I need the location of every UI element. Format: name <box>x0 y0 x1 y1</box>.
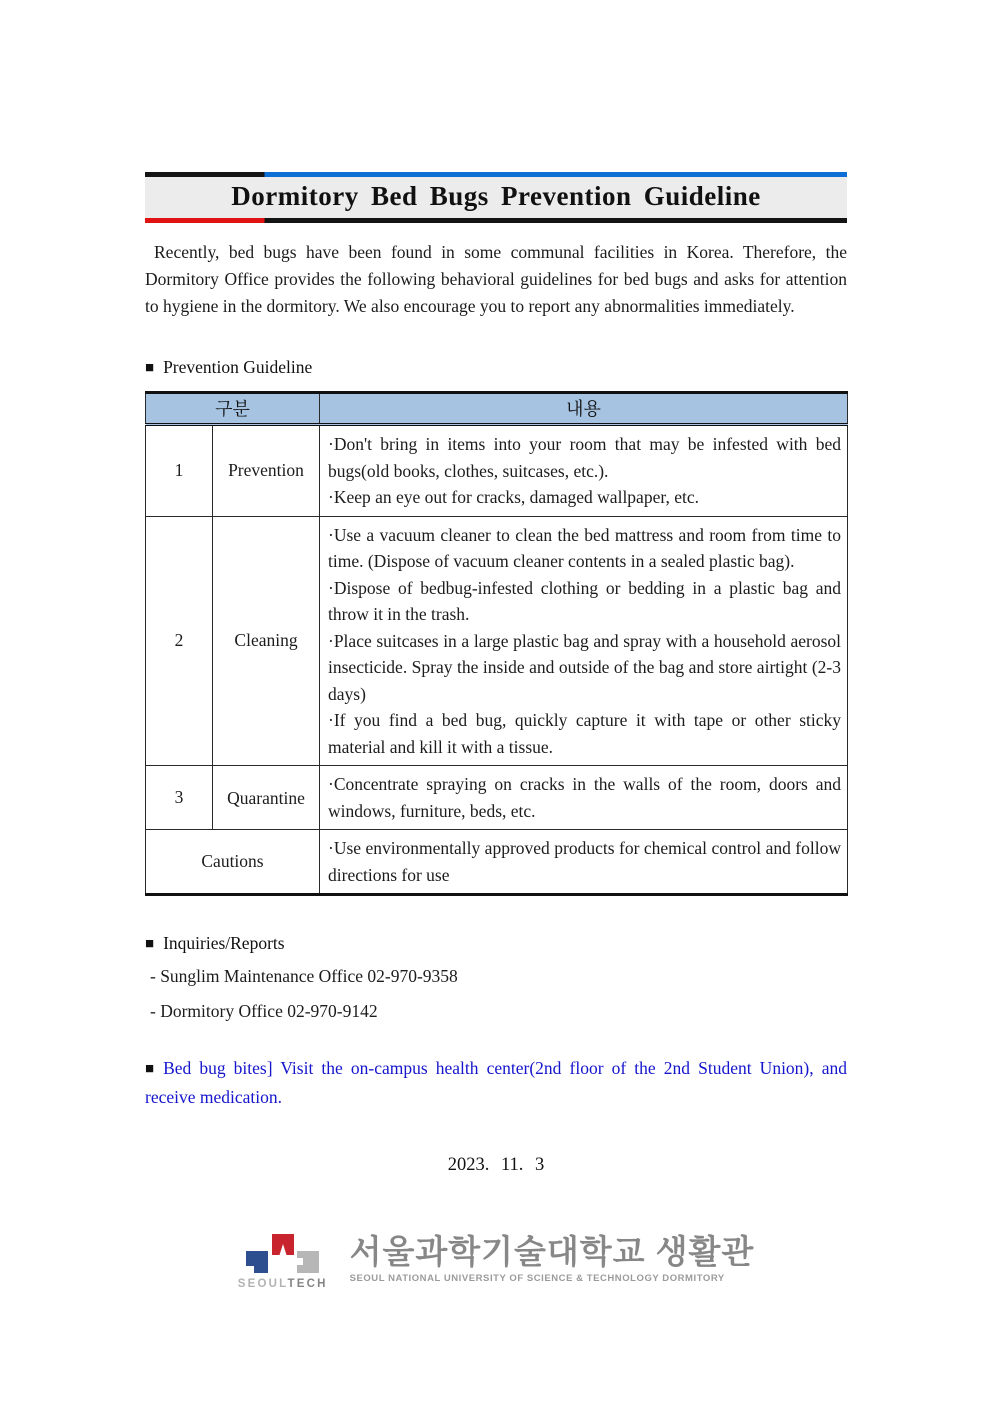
inquiries-heading-label: Inquiries/Reports <box>163 933 285 953</box>
seoultech-logo-icon <box>246 1234 320 1274</box>
wordmark-tech: TECH <box>287 1278 328 1290</box>
prevention-guideline-heading-label: Prevention Guideline <box>163 357 313 377</box>
table-row-prevention <box>146 425 848 517</box>
dormitory-name-block <box>350 1234 755 1284</box>
table-row-quarantine <box>146 766 848 830</box>
row-content <box>320 766 848 830</box>
document-date: 2023. 11. 3 <box>447 1155 545 1175</box>
title-banner <box>145 172 847 223</box>
table-header-content: 내용 <box>320 393 848 425</box>
document-content <box>145 0 847 1290</box>
inquiries-item-sunglim: - Sunglim Maintenance Office 02-970-9358 <box>150 966 458 986</box>
bedbug-bites-note <box>145 1055 847 1111</box>
row-category <box>213 766 320 830</box>
inquiries-item-dormitory: - Dormitory Office 02-970-9142 <box>150 1001 378 1021</box>
table-header-row <box>146 393 848 425</box>
content-item: ·Don't bring in items into your room that may be infested with bed bugs(old books, clothes, suitcases, etc.). <box>328 434 841 481</box>
seoultech-footer <box>145 1234 847 1290</box>
bedbug-bites-note-text: Bed bug bites] Visit the on-campus health center(2nd floor of the 2nd Student Union), and receive medication. <box>145 1058 847 1107</box>
content-item: ·Place suitcases in a large plastic bag and spray with a household aerosol insecticide. Spray the inside and outside of the bag and store airtight (2-3 days) <box>328 630 841 704</box>
prevention-guideline-heading <box>145 357 847 378</box>
table-row-cautions <box>146 830 848 895</box>
content-item: ·Use a vacuum cleaner to clean the bed mattress and room from time to time. (Dispose of vacuum cleaner contents in a sealed plastic bag). <box>328 524 841 571</box>
seoultech-logo <box>238 1234 328 1290</box>
content-item: ·Concentrate spraying on cracks in the walls of the room, doors and windows, furniture, beds, etc. <box>328 774 841 821</box>
row-number: 3 <box>146 766 213 830</box>
square-bullet-icon: ■ <box>145 1061 155 1077</box>
content-item: ·If you find a bed bug, quickly capture it with tape or other sticky material and kill it with a tissue. <box>328 710 841 757</box>
seoultech-wordmark <box>238 1278 328 1290</box>
title-band <box>145 177 847 218</box>
row-content <box>320 830 848 895</box>
title-bottom-rule <box>145 218 847 223</box>
square-bullet-icon: ■ <box>145 360 155 376</box>
table-header-category: 구분 <box>146 393 320 425</box>
prevention-table <box>145 391 848 896</box>
wordmark-seoul: SEOUL <box>237 1278 288 1290</box>
row-content <box>320 516 848 766</box>
row-category: Cleaning <box>213 516 320 766</box>
content-item: ·Dispose of bedbug-infested clothing or bedding in a plastic bag and throw it in the trash. <box>328 577 841 624</box>
square-bullet-icon: ■ <box>145 936 155 952</box>
row-content <box>320 425 848 517</box>
inquiries-heading <box>145 933 847 954</box>
row-category-label: Quarantine <box>227 787 305 808</box>
intro-paragraph: Recently, bed bugs have been found in some communal facilities in Korea. Therefore, the Dormitory Office provides the following behavioral guidelines for bed bugs and asks for attention to hygiene in the dormitory. We also encourage you to report any abnormalities immediately. <box>145 242 847 316</box>
row-number: 1 <box>146 425 213 517</box>
row-category: Cautions <box>146 830 320 895</box>
row-category: Prevention <box>213 425 320 517</box>
row-number: 2 <box>146 516 213 766</box>
dormitory-name-english: SEOUL NATIONAL UNIVERSITY OF SCIENCE & TECHNOLOGY DORMITORY <box>349 1273 725 1284</box>
dormitory-name-korean: 서울과학기술대학교 생활관 <box>349 1233 755 1270</box>
content-item: ·Use environmentally approved products for chemical control and follow directions for use <box>328 838 841 885</box>
table-row-cleaning <box>146 516 848 766</box>
content-item: ·Keep an eye out for cracks, damaged wallpaper, etc. <box>328 487 699 507</box>
page-title: Dormitory Bed Bugs Prevention Guideline <box>231 181 761 211</box>
